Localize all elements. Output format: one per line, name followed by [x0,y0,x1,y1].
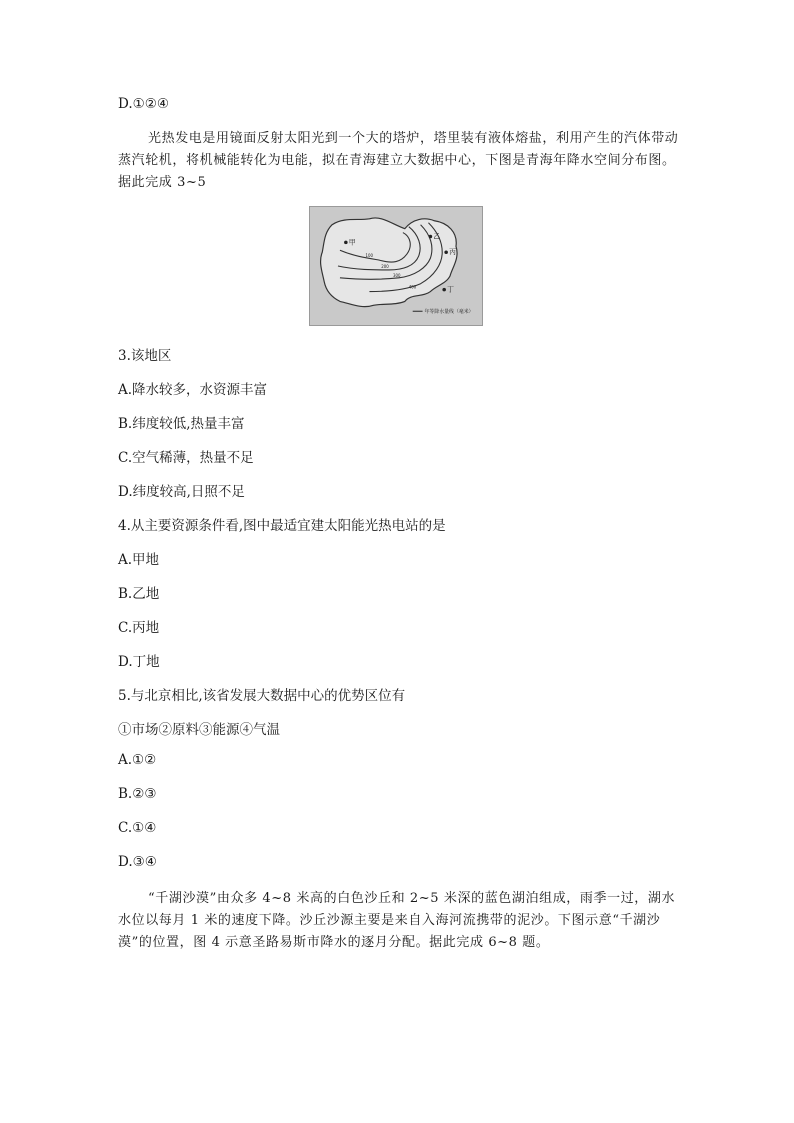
question-4-stem: 4.从主要资源条件看,图中最适宜建太阳能光热电站的是 [118,518,446,534]
isoline-label-200: 200 [381,263,389,269]
place-ding: 丁 [447,285,455,294]
question-3-option-b: B.纬度较低,热量丰富 [118,416,245,432]
question-5-option-a: A.①② [118,752,157,768]
question-5-option-d: D.③④ [118,854,157,870]
question-4-option-a: A.甲地 [118,552,160,568]
option-d-previous: D.①②④ [118,96,169,112]
place-jia: 甲 [348,238,356,247]
question-3-option-a: A.降水较多，水资源丰富 [118,382,268,398]
question-3-option-c: C.空气稀薄，热量不足 [118,450,254,466]
place-dot-jia [344,241,348,245]
question-3-option-d: D.纬度较高,日照不足 [118,484,245,500]
place-yi: 乙 [433,232,441,241]
place-dot-yi [429,235,433,239]
isoline-label-300: 300 [393,272,401,278]
question-5-option-c: C.①④ [118,820,157,836]
qinghai-precipitation-map [309,206,483,326]
legend-label: 年等降水量线（毫米） [424,309,474,316]
intro-paragraph-3-5: 光热发电是用镜面反射太阳光到一个大的塔炉，塔里装有液体熔盐，利用产生的汽体带动蒸汽轮机，将机械能转化为电能，拟在青海建立大数据中心，下图是青海年降水空间分布图。据此完成 3~5 [118,131,679,190]
place-dot-bing [444,250,448,254]
intro-paragraph-6-8: “千湖沙漠”由众多 4~8 米高的白色沙丘和 2~5 米深的蓝色湖泊组成，雨季一过，湖水水位以每月 1 米的速度下降。沙丘沙源主要是来自入海河流携带的泥沙。下图示意“千湖沙漠”的位置，图 4 示意圣路易斯市降水的逐月分配。据此完成 6~8 题。 [118,891,676,950]
isoline-label-100: 100 [365,253,374,259]
isoline-label-400: 400 [408,284,417,290]
place-bing: 丙 [449,248,456,257]
map-svg [310,207,482,325]
question-4-option-d: D.丁地 [118,654,160,670]
question-5-option-b: B.②③ [118,786,157,802]
question-5-choices: ①市场②原料③能源④气温 [118,722,280,738]
question-4-option-b: B.乙地 [118,586,160,602]
question-3-stem: 3.该地区 [118,348,172,364]
question-5-stem: 5.与北京相比,该省发展大数据中心的优势区位有 [118,688,406,704]
place-dot-ding [442,288,446,292]
question-4-option-c: C.丙地 [118,620,160,636]
